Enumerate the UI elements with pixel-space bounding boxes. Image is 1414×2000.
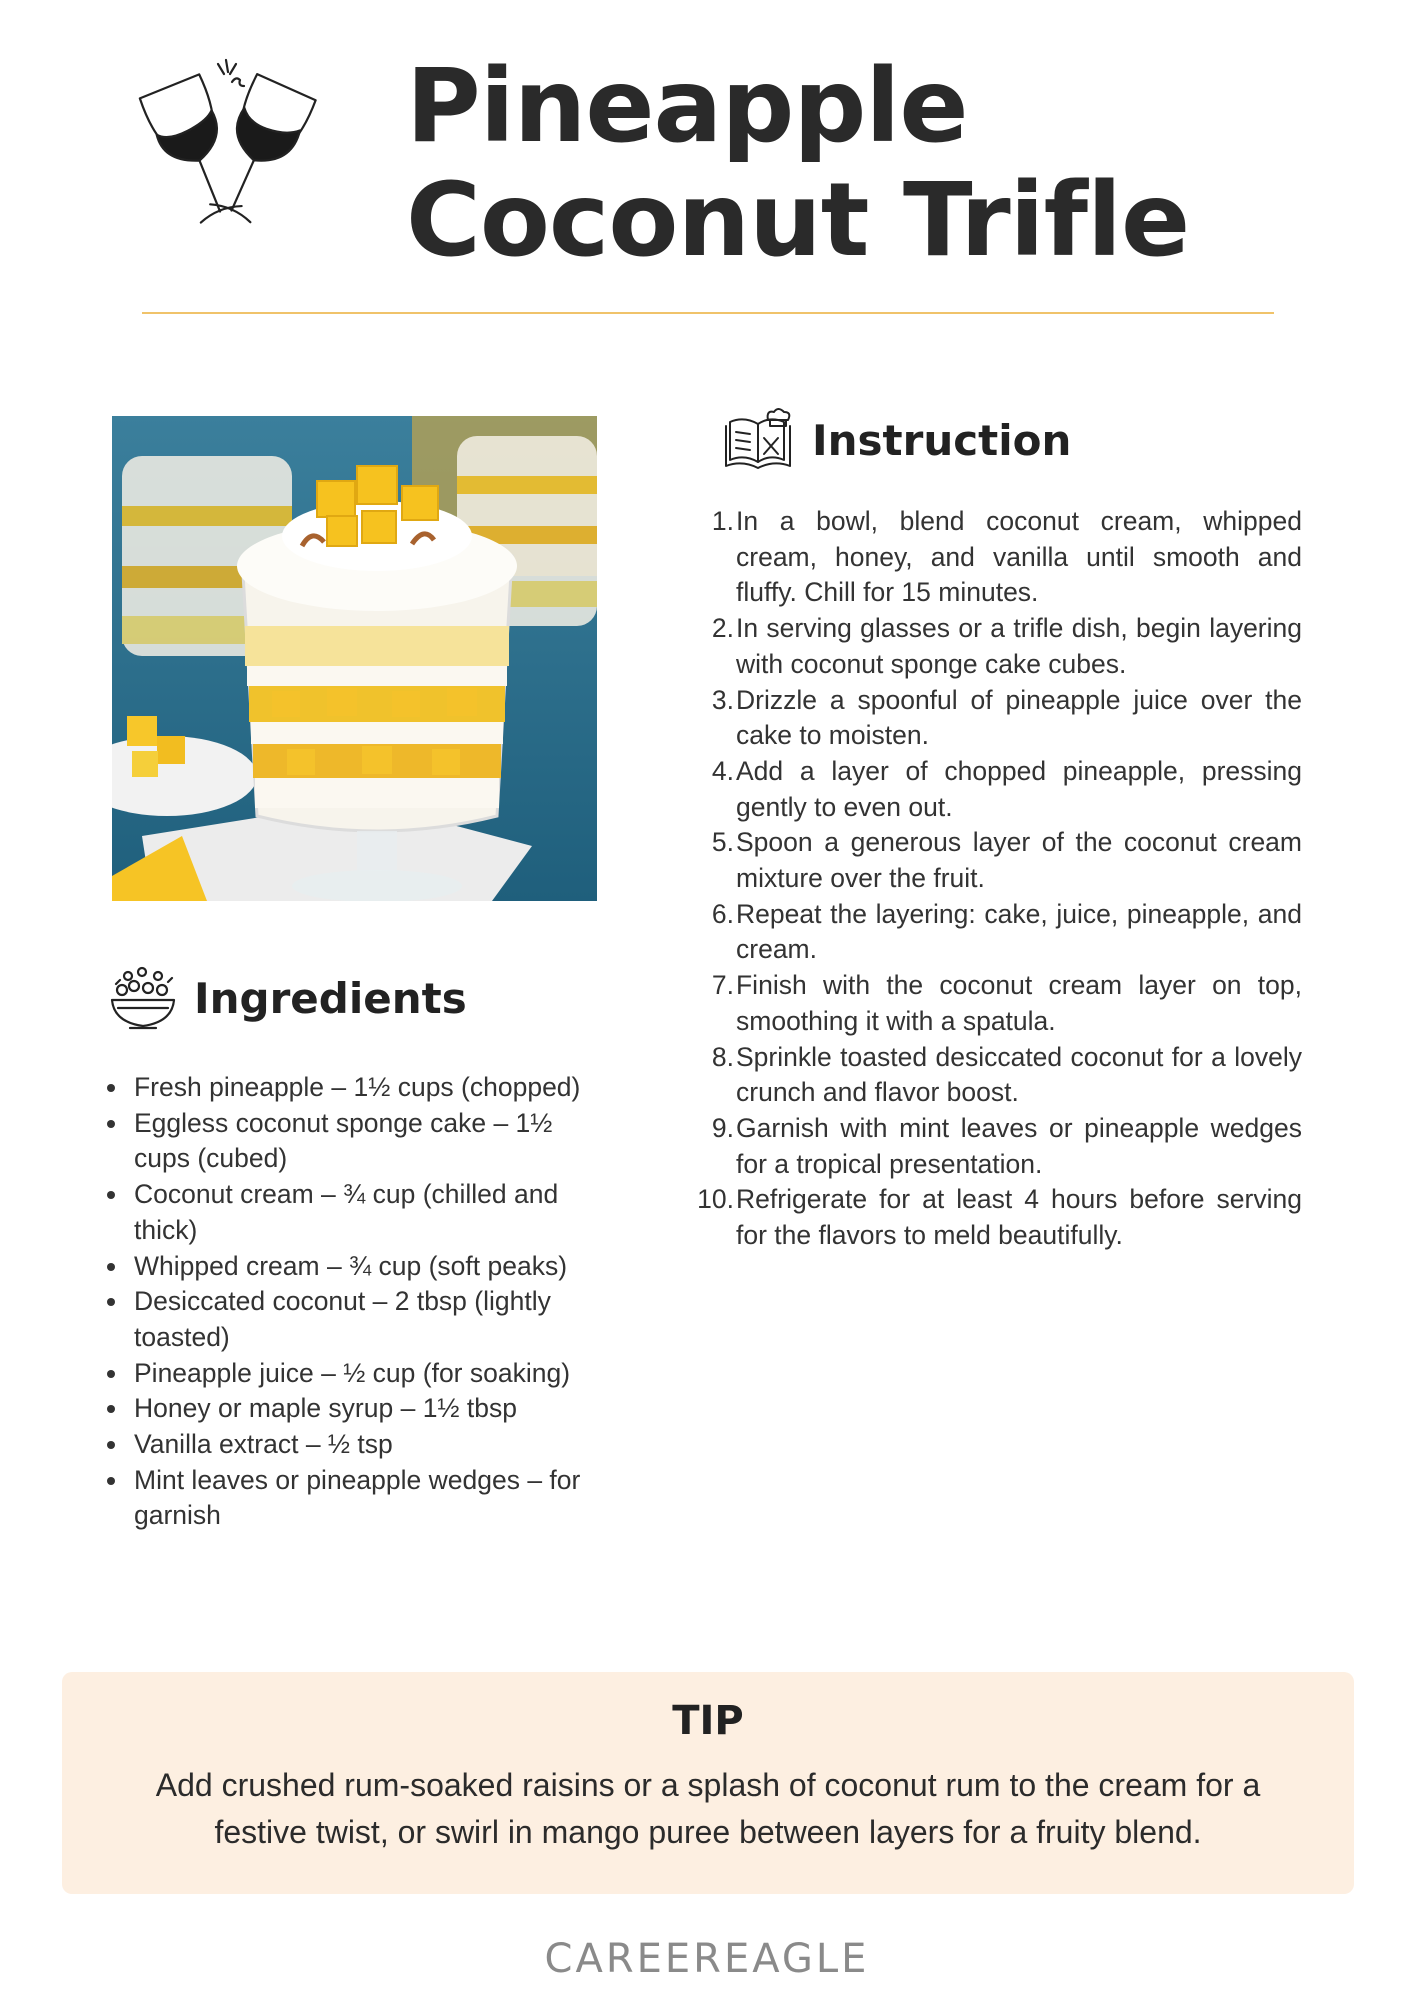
- ingredient-item: Coconut cream – ¾ cup (chilled and thick): [100, 1177, 610, 1248]
- tip-text: Add crushed rum-soaked raisins or a splash of coconut rum to the cream for a festive twist, or swirl in mango puree between layers for a fruity blend.: [155, 1767, 1261, 1850]
- ingredient-item: Whipped cream – ¾ cup (soft peaks): [100, 1249, 610, 1285]
- tip-title: TIP: [672, 1698, 744, 1744]
- instruction-step: 10. Refrigerate for at least 4 hours before serving for the flavors to meld beautifully.: [697, 1184, 1302, 1251]
- ingredient-list: [100, 1070, 610, 1534]
- instruction-step: 1. In a bowl, blend coconut cream, whipped cream, honey, and vanilla until smooth and fluffy. Chill for 15 minutes.: [711, 506, 1302, 608]
- ingredients-heading-label: Ingredients: [194, 973, 467, 1023]
- instruction-step: 4. Add a layer of chopped pineapple, pressing gently to even out.: [711, 755, 1302, 822]
- tip-box: [62, 1672, 1354, 1894]
- ingredient-item: Pineapple juice – ½ cup (for soaking): [100, 1356, 610, 1392]
- ingredient-item: Vanilla extract – ½ tsp: [100, 1427, 610, 1463]
- instruction-step: 6. Repeat the layering: cake, juice, pineapple, and cream.: [711, 898, 1302, 965]
- ingredients-heading: [108, 962, 467, 1034]
- ingredient-item: Honey or maple syrup – 1½ tbsp: [100, 1391, 610, 1427]
- recipe-title: [406, 47, 1306, 280]
- instruction-step: 9. Garnish with mint leaves or pineapple wedges for a tropical presentation.: [711, 1112, 1302, 1179]
- mixing-bowl-icon: [108, 962, 178, 1034]
- instruction-list: [697, 504, 1302, 1254]
- ingredient-item: Fresh pineapple – 1½ cups (chopped): [100, 1070, 610, 1106]
- instruction-step: 5. Spoon a generous layer of the coconut cream mixture over the fruit.: [711, 827, 1302, 894]
- ingredient-item: Desiccated coconut – 2 tbsp (lightly toasted): [100, 1284, 610, 1355]
- title-line-1: Pineapple: [406, 47, 968, 166]
- recipe-book-chef-hat-icon: [722, 404, 794, 476]
- careereagle-logo: CAREEREAGLE: [544, 1936, 870, 1982]
- instruction-step: 8. Sprinkle toasted desiccated coconut for a lovely crunch and flavor boost.: [711, 1041, 1302, 1108]
- title-line-2: Coconut Trifle: [406, 161, 1190, 280]
- instruction-step: 2. In serving glasses or a trifle dish, begin layering with coconut sponge cake cubes.: [711, 613, 1302, 679]
- instruction-step: 7. Finish with the coconut cream layer on top, smoothing it with a spatula.: [711, 970, 1302, 1036]
- trifle-photo: [112, 416, 597, 901]
- ingredient-item: Mint leaves or pineapple wedges – for garnish: [100, 1463, 610, 1534]
- header-divider: [142, 312, 1274, 314]
- instruction-heading-label: Instruction: [812, 415, 1072, 465]
- instruction-step: 3. Drizzle a spoonful of pineapple juice over the cake to moisten.: [711, 684, 1302, 751]
- ingredient-item: Eggless coconut sponge cake – 1½ cups (cubed): [100, 1106, 610, 1177]
- clinking-wine-glasses-icon: [122, 52, 332, 237]
- instruction-heading: [722, 404, 1071, 476]
